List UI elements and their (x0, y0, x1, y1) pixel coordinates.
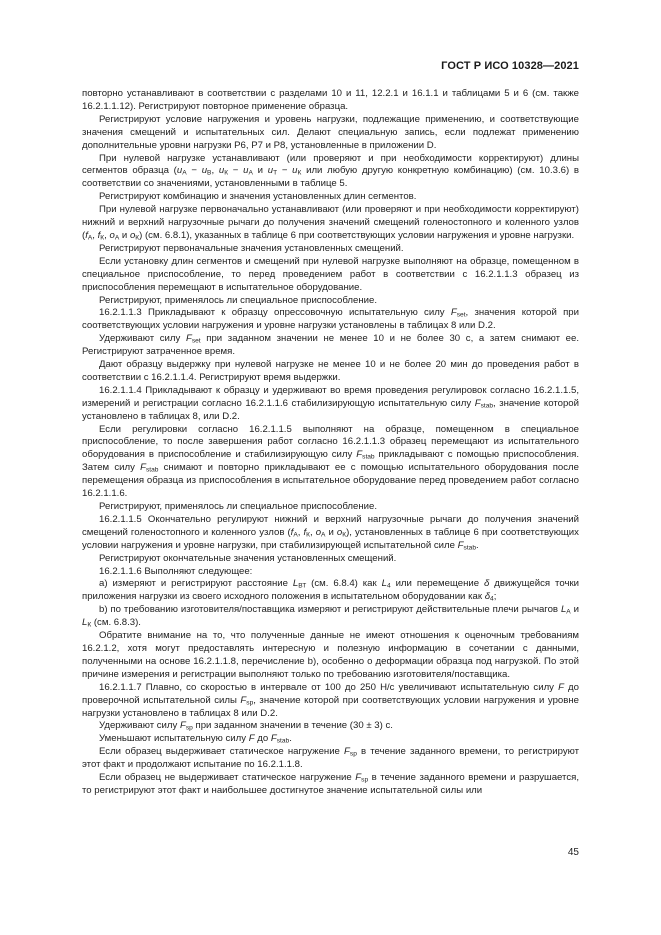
standard-header: ГОСТ Р ИСО 10328—2021 (441, 60, 579, 72)
paragraph: Обратите внимание на то, что полученные данные не имеют отношения к оценочным требованиям 16.2.1.2, хотя могут предоставлять интересную и полезную информацию в сочетании с данными, полученными на основе 16.2.1.1.8, перечисление b), особенно о деформации образца под нагрузкой. По этой причине измерения и регистрации выполняют только по требованию изготовителя/поставщика. (82, 630, 579, 680)
body-text (82, 88, 579, 798)
page-number: 45 (567, 847, 579, 858)
paragraph: b) по требованию изготовителя/поставщика измеряют и регистрируют действительные плечи рычагов $L_А$ и $L_К$ (см. 6.8.3). (82, 604, 579, 629)
paragraph: При нулевой нагрузке первоначально устанавливают (или проверяют и при необходимости корректируют) нижний и верхний нагрузочные рычаги до получения значений смещений голеностопного и коленного узлов ($f_А$, $f_К$, $o_А$ и $o_К$) (см. 6.8.1), указанных в таблице 6 при соответствующих условии нагружения и уровне нагрузки. (82, 204, 579, 242)
paragraph: Регистрируют условие нагружения и уровень нагрузки, подлежащие применению, и соответствующие значения смещений и испытательных сил. Делают специальную запись, если подлежат применению дополнительные уровни нагрузки Р6, Р7 и Р8, установленные в приложении D. (82, 113, 579, 151)
paragraph: Удерживают силу $F_{set}$ при заданном значении не менее 10 и не более 30 с, а затем снимают ее. Регистрируют затраченное время. (82, 333, 579, 358)
paragraph: При нулевой нагрузке устанавливают (или проверяют и при необходимости корректируют) длины сегментов образца ($u_А - u_В$, $u_К - u_А$ и $u_Т - u_К$ или любую другую конкретную комбинацию) (см. 10.3.6) в соответствии со значениями, установленными в таблице 5. (82, 152, 579, 190)
paragraph: Удерживают силу $F_{sp}$ при заданном значении в течение (30 ± 3) с. (99, 720, 393, 732)
paragraph: Регистрируют, применялось ли специальное приспособление. (99, 294, 378, 306)
paragraph: 16.2.1.1.6 Выполняют следующее: (99, 565, 253, 577)
paragraph: Дают образцу выдержку при нулевой нагрузке не менее 10 и не более 20 мин до проведения работ в соответствии с 16.2.1.1.4. Регистрируют время выдержки. (82, 359, 579, 383)
paragraph: Если образец выдерживает статическое нагружение $F_{sp}$ в течение заданного времени, то регистрируют этот факт и продолжают испытание по 16.2.1.1.8. (82, 746, 579, 771)
paragraph: Регистрируют окончательные значения установленных смещений. (99, 552, 397, 564)
paragraph: Регистрируют первоначальные значения установленных смещений. (99, 242, 404, 254)
paragraph: Если образец не выдерживает статическое нагружение $F_{sp}$ в течение заданного времени и разрушается, то регистрируют этот факт и наибольшее достигнутое значение испытательной силы или (82, 772, 579, 796)
paragraph: 16.2.1.1.4 Прикладывают к образцу и удерживают во время проведения регулировок согласно 16.2.1.1.5, измерений и регистрации согласно 16.2.1.1.6 стабилизирующую испытательную силу $F_{stab}$, значение которой установлено в таблицах 8, или D.2. (82, 384, 579, 422)
paragraph: повторно устанавливают в соответствии с разделами 10 и 11, 12.2.1 и 16.1.1 и таблицами 5 и 6 (см. также 16.2.1.1.12). Регистрируют повторное применение образца. (82, 88, 579, 112)
paragraph: Уменьшают испытательную силу F до $F_{stab}$. (99, 733, 292, 745)
paragraph: 16.2.1.1.7 Плавно, со скоростью в интервале от 100 до 250 Н/с увеличивают испытательную силу F до проверочной испытательной силы $F_{sp}$, значение которой при соответствующих условии нагружения и уровне нагрузки установлено в таблицах 8 или D.2. (82, 681, 579, 719)
paragraph: Регистрируют комбинацию и значения установленных длин сегментов. (99, 191, 417, 203)
paragraph: Если установку длин сегментов и смещений при нулевой нагрузке выполняют на образце, помещенном в специальное приспособление, то перед проведением работ в соответствии с 16.2.1.1.3 образец из приспособления перемещают в испытательное оборудование. (82, 255, 579, 293)
paragraph: Регистрируют, применялось ли специальное приспособление. (99, 501, 378, 512)
paragraph: 16.2.1.1.3 Прикладывают к образцу опрессовочную испытательную силу $F_{set}$, значения которой при соответствующих условии нагружения и уровне нагрузки установлены в таблицах 8 или D.2. (82, 307, 579, 332)
paragraph: a) измеряют и регистрируют расстояние $L_{ВТ}$ (см. 6.8.4) как $L_4$ или перемещение δ движущейся точки приложения нагрузки из своего исходного положения в испытательном оборудовании как $\delta_4$; (82, 578, 580, 603)
paragraph: 16.2.1.1.5 Окончательно регулируют нижний и верхний нагрузочные рычаги до получения значений смещений голеностопного и коленного узлов ($f_А$, $f_К$, $o_А$ и $o_К$), установленных в таблице 6 при соответствующих условии нагружения и уровне нагрузки, при стабилизирующей испытательной силе $F_{stab}$. (82, 513, 579, 552)
paragraph: Если регулировки согласно 16.2.1.1.5 выполняют на образце, помещенном в специальное приспособление, то после завершения работ согласно 16.2.1.1.3 образец перемещают из испытательного оборудования в приспособление и стабилизирующую силу $F_{stab}$ прикладывают с помощью приспособления. Затем силу $F_{stab}$ снимают и повторно прикладывают ее с помощью испытательного оборудования после перемещения образца из приспособления в испытательное оборудование перед проведением работ согласно 16.2.1.1.6. (82, 423, 579, 500)
